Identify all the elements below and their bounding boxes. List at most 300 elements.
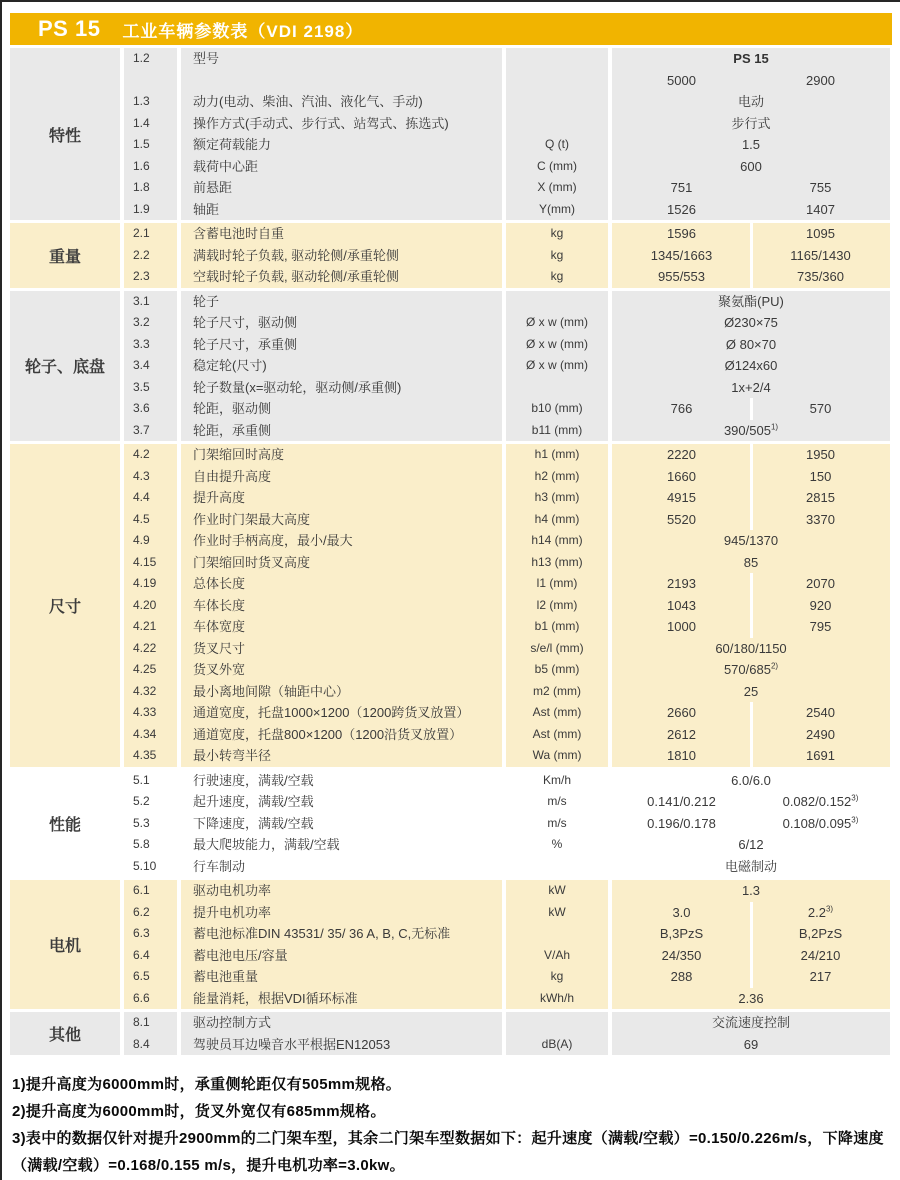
- row-description: 门架缩回时高度: [181, 444, 502, 466]
- value-right: 1407: [806, 201, 835, 217]
- section-label: 轮子、底盘: [10, 291, 120, 442]
- table-row: [120, 113, 892, 135]
- row-unit: kg: [506, 966, 608, 988]
- table-row: [120, 398, 892, 420]
- row-value: [612, 923, 890, 945]
- row-value: [612, 638, 890, 660]
- row-description: 门架缩回时货叉高度: [181, 552, 502, 574]
- table-row: [120, 552, 892, 574]
- row-description: 满载时轮子负载, 驱动轮侧/承重轮侧: [181, 245, 502, 267]
- row-value: [612, 902, 890, 924]
- section-label: 重量: [10, 223, 120, 288]
- row-value: [612, 880, 890, 902]
- row-description: 轮子: [181, 291, 502, 313]
- table-row: [120, 509, 892, 531]
- row-description: 载荷中心距: [181, 156, 502, 178]
- row-number: 2.2: [124, 245, 177, 267]
- row-number: 1.5: [124, 134, 177, 156]
- value-span: Ø 80×70: [725, 336, 777, 352]
- value-span: 1.5: [741, 137, 761, 152]
- value-column-divider: [750, 791, 753, 813]
- model-column-header: PS 15: [733, 51, 769, 66]
- row-description: 总体长度: [181, 573, 502, 595]
- row-description: 蓄电池电压/容量: [181, 945, 502, 967]
- footnote: 1)提升高度为6000mm时，承重侧轮距仅有505mm规格。: [12, 1076, 402, 1093]
- row-value: [612, 487, 890, 509]
- value-span: 6/12: [738, 837, 764, 852]
- value-right: 0.108/0.095$^{3)}$: [782, 815, 859, 831]
- value-right: 1095: [806, 226, 835, 241]
- row-unit: m/s: [506, 791, 608, 813]
- value-span: 390/505$^{1)}$: [723, 422, 779, 438]
- row-description: 型号: [181, 48, 502, 91]
- section-characteristics: [10, 48, 892, 220]
- row-number: 6.5: [124, 966, 177, 988]
- value-right: 1691: [806, 748, 835, 763]
- row-unit: b1 (mm): [506, 616, 608, 638]
- value-span: 交流速度控制: [711, 1015, 790, 1030]
- value-column-divider: [750, 444, 753, 466]
- row-number: 4.20: [124, 595, 177, 617]
- row-value: [612, 552, 890, 574]
- value-left: 1000: [667, 619, 696, 634]
- row-unit: [506, 377, 608, 399]
- row-description: 提升电机功率: [181, 902, 502, 924]
- row-description: 提升高度: [181, 487, 502, 509]
- row-value: [612, 291, 890, 313]
- row-unit: [506, 856, 608, 878]
- row-number: 4.15: [124, 552, 177, 574]
- row-description: 轴距: [181, 199, 502, 221]
- row-value: [612, 966, 890, 988]
- row-unit: l2 (mm): [506, 595, 608, 617]
- row-description: 自由提升高度: [181, 466, 502, 488]
- row-value: [612, 334, 890, 356]
- table-row: [120, 177, 892, 199]
- row-number: 4.5: [124, 509, 177, 531]
- value-right: 735/360: [797, 269, 844, 284]
- row-unit: h3 (mm): [506, 487, 608, 509]
- section-label: 性能: [10, 770, 120, 878]
- row-number: 5.8: [124, 834, 177, 856]
- row-number: 1.8: [124, 177, 177, 199]
- footnote-marker: 3): [851, 793, 859, 803]
- row-unit: Ø x w (mm): [506, 355, 608, 377]
- row-description: 货叉外宽: [181, 659, 502, 681]
- row-description: 通道宽度，托盘800×1200（1200沿货叉放置）: [181, 724, 502, 746]
- value-span: 2.36: [738, 990, 764, 1006]
- row-number: 5.1: [124, 770, 177, 792]
- row-unit: [506, 291, 608, 313]
- section-rows: [120, 880, 892, 1009]
- section-weight: [10, 223, 892, 288]
- row-value: [612, 791, 890, 813]
- row-unit: b5 (mm): [506, 659, 608, 681]
- section-rows: [120, 291, 892, 442]
- row-value: [612, 988, 890, 1010]
- section-motor: [10, 880, 892, 1009]
- row-description: 轮子尺寸，承重侧: [181, 334, 502, 356]
- row-description: 起升速度，满载/空载: [181, 791, 502, 813]
- row-unit: kW: [506, 902, 608, 924]
- row-number: 3.3: [124, 334, 177, 356]
- row-unit: h14 (mm): [506, 530, 608, 552]
- row-unit: Ast (mm): [506, 702, 608, 724]
- table-row: [120, 156, 892, 178]
- row-number: 1.2: [124, 48, 177, 91]
- table-row: [120, 530, 892, 552]
- row-number: 1.9: [124, 199, 177, 221]
- value-right: 2540: [806, 705, 835, 720]
- value-left: 3.0: [672, 904, 691, 920]
- value-span: Ø124x60: [724, 358, 778, 373]
- value-span: 电磁制动: [724, 858, 777, 874]
- table-row: [120, 223, 892, 245]
- value-left: 24/350: [661, 947, 702, 963]
- row-unit: s/e/l (mm): [506, 638, 608, 660]
- table-row: [120, 134, 892, 156]
- row-number: 6.2: [124, 902, 177, 924]
- section-dimensions: [10, 444, 892, 767]
- model-badge: PS 15: [38, 16, 101, 41]
- section-rows: [120, 223, 892, 288]
- section-other: [10, 1012, 892, 1055]
- row-number: 3.2: [124, 312, 177, 334]
- value-right: 217: [809, 969, 832, 984]
- value-column-divider: [750, 595, 753, 617]
- value-span: 60/180/1150: [715, 640, 787, 656]
- table-row: [120, 444, 892, 466]
- row-value: [612, 199, 890, 221]
- value-right: 2900: [806, 72, 835, 88]
- value-span: 步行式: [731, 115, 771, 131]
- row-unit: Ø x w (mm): [506, 334, 608, 356]
- row-number: 4.19: [124, 573, 177, 595]
- section-performance: [10, 770, 892, 878]
- row-unit: kg: [506, 245, 608, 267]
- value-column-divider: [750, 616, 753, 638]
- row-number: 4.33: [124, 702, 177, 724]
- section-wheels-chassis: [10, 291, 892, 442]
- table-row: [120, 702, 892, 724]
- value-left: 288: [670, 969, 693, 984]
- table-row: [120, 1034, 892, 1056]
- table-row: [120, 724, 892, 746]
- footnote-marker: 3): [825, 904, 834, 914]
- row-description: 稳定轮(尺寸): [181, 355, 502, 377]
- value-span: 1x+2/4: [731, 379, 771, 395]
- value-left: 1526: [667, 201, 696, 217]
- value-column-divider: [750, 945, 753, 967]
- row-value: [612, 681, 890, 703]
- row-value: [612, 770, 890, 792]
- row-unit: m2 (mm): [506, 681, 608, 703]
- value-right: 795: [809, 619, 832, 634]
- value-column-divider: [750, 966, 753, 988]
- row-description: 空载时轮子负载, 驱动轮侧/承重轮侧: [181, 266, 502, 288]
- row-number: 5.3: [124, 813, 177, 835]
- row-value: [612, 113, 890, 135]
- row-value: [612, 48, 890, 91]
- section-label: 其他: [10, 1012, 120, 1055]
- value-left: 1043: [667, 597, 696, 613]
- section-rows: [120, 770, 892, 878]
- row-unit: X (mm): [506, 177, 608, 199]
- section-label: 尺寸: [10, 444, 120, 767]
- table-row: [120, 377, 892, 399]
- row-description: 操作方式(手动式、步行式、站驾式、拣选式): [181, 113, 502, 135]
- row-value: [612, 616, 890, 638]
- row-description: 驱动电机功率: [181, 880, 502, 902]
- row-value: [612, 509, 890, 531]
- row-description: 蓄电池重量: [181, 966, 502, 988]
- row-number: 4.35: [124, 745, 177, 767]
- row-number: 4.21: [124, 616, 177, 638]
- row-unit: Q (t): [506, 134, 608, 156]
- row-number: 1.4: [124, 113, 177, 135]
- value-span: 69: [743, 1036, 759, 1052]
- row-number: 6.3: [124, 923, 177, 945]
- row-value: [612, 177, 890, 199]
- row-unit: [506, 48, 608, 91]
- row-description: 通道宽度，托盘1000×1200（1200跨货叉放置）: [181, 702, 502, 724]
- row-unit: h2 (mm): [506, 466, 608, 488]
- row-number: 4.34: [124, 724, 177, 746]
- row-number: 8.4: [124, 1034, 177, 1056]
- footnotes: [12, 1071, 892, 1179]
- row-description: 作业时手柄高度，最小/最大: [181, 530, 502, 552]
- value-left: 1345/1663: [650, 247, 713, 263]
- row-description: 轮距，承重侧: [181, 420, 502, 442]
- value-column-divider: [750, 724, 753, 746]
- section-label: 特性: [10, 48, 120, 220]
- value-right: 150: [809, 468, 832, 484]
- row-number: 2.3: [124, 266, 177, 288]
- section-label: 电机: [10, 880, 120, 1009]
- value-span: 570/685$^{2)}$: [723, 661, 779, 677]
- parameters-table: [10, 48, 892, 1055]
- row-description: 驾驶员耳边噪音水平根据EN12053: [181, 1034, 502, 1056]
- value-left: 0.196/0.178: [647, 815, 716, 831]
- table-row: [120, 966, 892, 988]
- row-value: [612, 312, 890, 334]
- value-right: 3370: [806, 511, 835, 527]
- row-value: [612, 702, 890, 724]
- row-value: [612, 530, 890, 552]
- row-number: 3.6: [124, 398, 177, 420]
- row-description: 最大爬坡能力，满载/空载: [181, 834, 502, 856]
- row-number: 8.1: [124, 1012, 177, 1034]
- footnote-marker: 2): [770, 661, 779, 671]
- value-right: 1950: [806, 447, 835, 462]
- row-description: 含蓄电池时自重: [181, 223, 502, 245]
- value-column-divider: [750, 745, 753, 767]
- row-value: [612, 466, 890, 488]
- value-right: 920: [809, 597, 832, 613]
- table-row: [120, 638, 892, 660]
- table-row: [120, 902, 892, 924]
- row-unit: m/s: [506, 813, 608, 835]
- row-unit: b10 (mm): [506, 398, 608, 420]
- row-number: 3.4: [124, 355, 177, 377]
- value-span: 85: [743, 554, 759, 570]
- row-number: 5.2: [124, 791, 177, 813]
- value-left: 1810: [667, 748, 696, 763]
- row-unit: l1 (mm): [506, 573, 608, 595]
- row-unit: b11 (mm): [506, 420, 608, 442]
- row-unit: %: [506, 834, 608, 856]
- table-row: [120, 199, 892, 221]
- table-row: [120, 334, 892, 356]
- row-value: [612, 1012, 890, 1034]
- table-row: [120, 923, 892, 945]
- row-value: [612, 834, 890, 856]
- value-right: 1165/1430: [790, 247, 851, 263]
- row-number: 1.3: [124, 91, 177, 113]
- row-description: 行车制动: [181, 856, 502, 878]
- value-column-divider: [750, 813, 753, 835]
- row-value: [612, 91, 890, 113]
- row-unit: kg: [506, 266, 608, 288]
- row-description: 行驶速度，满载/空载: [181, 770, 502, 792]
- row-number: 3.7: [124, 420, 177, 442]
- value-column-divider: [750, 573, 753, 595]
- value-left: 5000: [667, 72, 696, 88]
- value-right: 570: [809, 401, 832, 416]
- row-value: [612, 724, 890, 746]
- row-unit: C (mm): [506, 156, 608, 178]
- value-right: 755: [809, 180, 832, 195]
- row-unit: Ø x w (mm): [506, 312, 608, 334]
- row-value: [612, 266, 890, 288]
- row-value: [612, 444, 890, 466]
- row-number: 4.22: [124, 638, 177, 660]
- row-value: [612, 573, 890, 595]
- value-span: 1.3: [741, 883, 761, 898]
- value-left: 1660: [667, 468, 696, 484]
- value-left: 955/553: [658, 269, 705, 284]
- row-unit: [506, 1012, 608, 1034]
- row-description: 最小转弯半径: [181, 745, 502, 767]
- row-description: 能量消耗，根据VDI循环标准: [181, 988, 502, 1010]
- row-unit: [506, 91, 608, 113]
- row-value: [612, 245, 890, 267]
- section-rows: [120, 1012, 892, 1055]
- table-row: [120, 355, 892, 377]
- row-value: [612, 377, 890, 399]
- value-span: 25: [743, 683, 759, 699]
- row-unit: h13 (mm): [506, 552, 608, 574]
- value-left: 2220: [667, 447, 696, 462]
- value-span: 945/1370: [723, 533, 779, 548]
- value-right: 2.2$^{3)}$: [807, 904, 834, 920]
- footnote: 3)表中的数据仅针对提升2900mm的二门架车型，其余二门架车型数据如下：起升速度（满载/空载）=0.150/0.226m/s，下降速度（满载/空载）=0.168/0.155 m/s，提升电机功率=3.0kw。: [12, 1130, 884, 1174]
- row-description: 作业时门架最大高度: [181, 509, 502, 531]
- row-number: 4.4: [124, 487, 177, 509]
- value-span: 600: [740, 158, 762, 174]
- value-left: 2193: [667, 576, 696, 591]
- value-pair: [612, 177, 890, 199]
- row-unit: [506, 923, 608, 945]
- row-unit: kW: [506, 880, 608, 902]
- row-unit: dB(A): [506, 1034, 608, 1056]
- section-rows: [120, 444, 892, 767]
- value-left: 2660: [667, 705, 696, 720]
- row-description: 车体长度: [181, 595, 502, 617]
- row-description: 下降速度，满载/空载: [181, 813, 502, 835]
- row-unit: Y(mm): [506, 199, 608, 221]
- row-value: [612, 420, 890, 442]
- row-unit: V/Ah: [506, 945, 608, 967]
- table-row: [120, 681, 892, 703]
- value-column-divider: [750, 223, 753, 245]
- value-pair: [612, 70, 890, 92]
- row-value: [612, 745, 890, 767]
- value-right: 24/210: [800, 947, 841, 963]
- value-column-divider: [750, 245, 753, 267]
- value-column-divider: [750, 902, 753, 924]
- row-description: 轮距，驱动侧: [181, 398, 502, 420]
- value-column-divider: [750, 398, 753, 420]
- value-right: 0.082/0.152$^{3)}$: [782, 793, 859, 809]
- row-number: 4.3: [124, 466, 177, 488]
- value-span: 6.0/6.0: [731, 772, 771, 788]
- row-description: 额定荷载能力: [181, 134, 502, 156]
- table-row: [120, 745, 892, 767]
- row-value: [612, 156, 890, 178]
- row-unit: kg: [506, 223, 608, 245]
- value-span: Ø230×75: [724, 315, 778, 330]
- row-number: 6.4: [124, 945, 177, 967]
- row-value: [612, 856, 890, 878]
- value-left: 1596: [667, 226, 696, 241]
- row-description: 最小离地间隙（轴距中心）: [181, 681, 502, 703]
- value-left: 4915: [667, 490, 696, 505]
- row-number: 4.32: [124, 681, 177, 703]
- table-row: [120, 420, 892, 442]
- row-value: [612, 945, 890, 967]
- row-number: 5.10: [124, 856, 177, 878]
- table-row: [120, 834, 892, 856]
- row-number: 6.6: [124, 988, 177, 1010]
- value-left: 2612: [667, 726, 696, 742]
- table-row: [120, 48, 892, 91]
- row-number: 6.1: [124, 880, 177, 902]
- table-row: [120, 659, 892, 681]
- table-row: [120, 856, 892, 878]
- value-column-divider: [750, 487, 753, 509]
- row-number: 4.25: [124, 659, 177, 681]
- row-unit: kWh/h: [506, 988, 608, 1010]
- row-unit: Wa (mm): [506, 745, 608, 767]
- row-unit: h1 (mm): [506, 444, 608, 466]
- value-column-divider: [750, 923, 753, 945]
- row-value: [612, 134, 890, 156]
- footnote-marker: 3): [851, 815, 859, 825]
- value-span: 聚氨酯(PU): [718, 293, 784, 309]
- table-row: [120, 770, 892, 792]
- row-number: 4.2: [124, 444, 177, 466]
- value-span: 电动: [737, 94, 764, 109]
- row-value: [612, 813, 890, 835]
- table-row: [120, 266, 892, 288]
- value-pair: [612, 199, 890, 221]
- table-row: [120, 91, 892, 113]
- value-column-divider: [750, 702, 753, 724]
- row-description: 前悬距: [181, 177, 502, 199]
- table-row: [120, 945, 892, 967]
- table-row: [120, 791, 892, 813]
